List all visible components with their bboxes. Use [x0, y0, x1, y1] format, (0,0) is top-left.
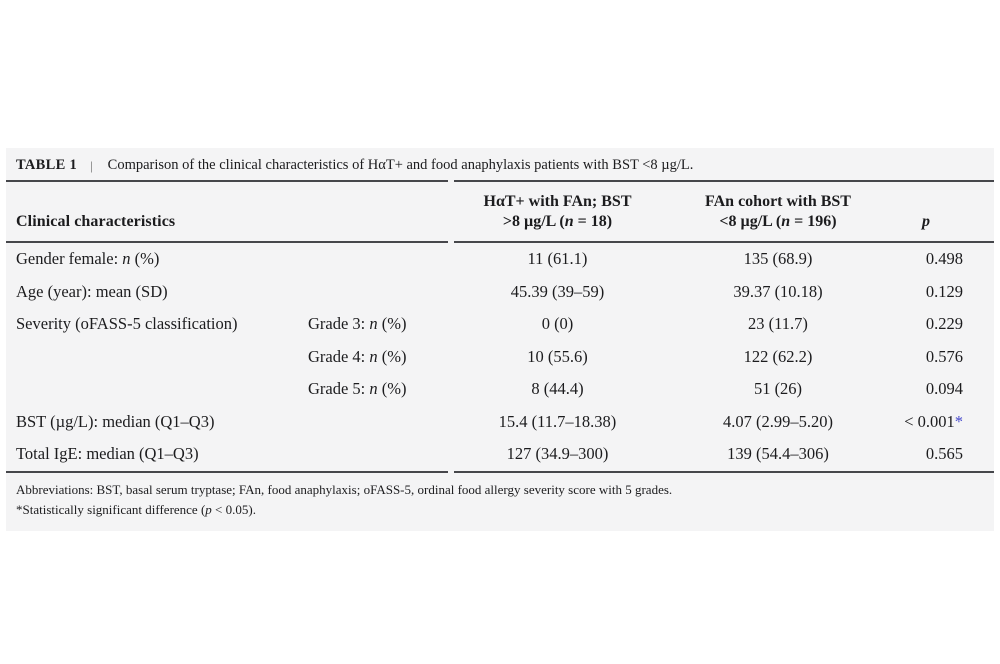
- fan-cohort-value: 39.37 (10.18): [733, 281, 823, 301]
- table-header-rule: [6, 241, 994, 243]
- caption-separator: |: [90, 157, 93, 173]
- p-value: 0.498: [925, 249, 963, 269]
- row-label: Gender female: n (%): [16, 249, 160, 269]
- rule-segment: [454, 471, 994, 473]
- table-bottom-rule: [6, 471, 994, 473]
- hat-cohort-value: 45.39 (39–59): [510, 281, 605, 301]
- significance-note: *Statistically significant difference (p < 0.05).: [16, 501, 256, 517]
- p-value: 0.229: [925, 314, 963, 334]
- rule-segment: [6, 180, 448, 182]
- hat-cohort-value: 0 (0): [541, 314, 574, 334]
- p-value: 0.565: [925, 444, 963, 464]
- header-hat-line1: HαT+ with FAn; BST: [483, 193, 632, 210]
- table-top-rule: [6, 180, 994, 182]
- p-value: 0.094: [925, 379, 963, 399]
- header-clinical-characteristics: Clinical characteristics: [16, 213, 176, 230]
- header-p-value: p: [922, 213, 930, 230]
- row-label: Severity (oFASS-5 classification): [16, 314, 238, 334]
- row-label: Total IgE: median (Q1–Q3): [16, 444, 199, 464]
- table-caption-text: Comparison of the clinical characteristics of HαT+ and food anaphylaxis patients with BST <8 µg/L.: [107, 157, 694, 173]
- fan-cohort-value: 51 (26): [753, 379, 803, 399]
- fan-cohort-value: 4.07 (2.99–5.20): [723, 411, 833, 431]
- fan-cohort-value: 135 (68.9): [743, 249, 813, 269]
- hat-cohort-value: 11 (61.1): [527, 249, 588, 269]
- row-sublabel: Grade 3: n (%): [308, 314, 407, 334]
- p-value: 0.576: [925, 346, 963, 366]
- rule-segment: [454, 241, 994, 243]
- hat-cohort-value: 8 (44.4): [531, 379, 584, 399]
- row-sublabel: Grade 5: n (%): [308, 379, 407, 399]
- table-footnotes: [6, 473, 994, 531]
- fan-cohort-value: 139 (54.4–306): [727, 444, 829, 464]
- p-value: 0.129: [925, 281, 963, 301]
- row-label: BST (µg/L): median (Q1–Q3): [16, 411, 215, 431]
- p-value: < 0.001*: [904, 411, 963, 431]
- header-hat-line2: >8 µg/L (n = 18): [502, 213, 613, 230]
- rule-segment: [454, 180, 994, 182]
- table-caption: [6, 148, 994, 180]
- header-fan-line1: FAn cohort with BST: [705, 193, 851, 210]
- rule-segment: [6, 471, 448, 473]
- hat-cohort-value: 15.4 (11.7–18.38): [498, 411, 617, 431]
- hat-cohort-value: 10 (55.6): [527, 346, 588, 366]
- header-fan-line2: <8 µg/L (n = 196): [719, 213, 837, 230]
- table-panel: [6, 148, 994, 531]
- table-header-row: [6, 182, 994, 241]
- header-fan-cohort: [667, 192, 889, 232]
- row-sublabel: Grade 4: n (%): [308, 346, 407, 366]
- header-hat-cohort: [448, 192, 667, 232]
- fan-cohort-value: 23 (11.7): [748, 314, 808, 334]
- abbreviations-note: Abbreviations: BST, basal serum tryptase; FAn, food anaphylaxis; oFASS-5, ordinal food allergy severity score with 5 grades.: [16, 481, 673, 497]
- table-body: [6, 243, 994, 471]
- rule-segment: [6, 241, 448, 243]
- hat-cohort-value: 127 (34.9–300): [506, 444, 609, 464]
- table-number-label: TABLE 1: [16, 157, 78, 173]
- fan-cohort-value: 122 (62.2): [743, 346, 813, 366]
- row-label: Age (year): mean (SD): [16, 281, 168, 301]
